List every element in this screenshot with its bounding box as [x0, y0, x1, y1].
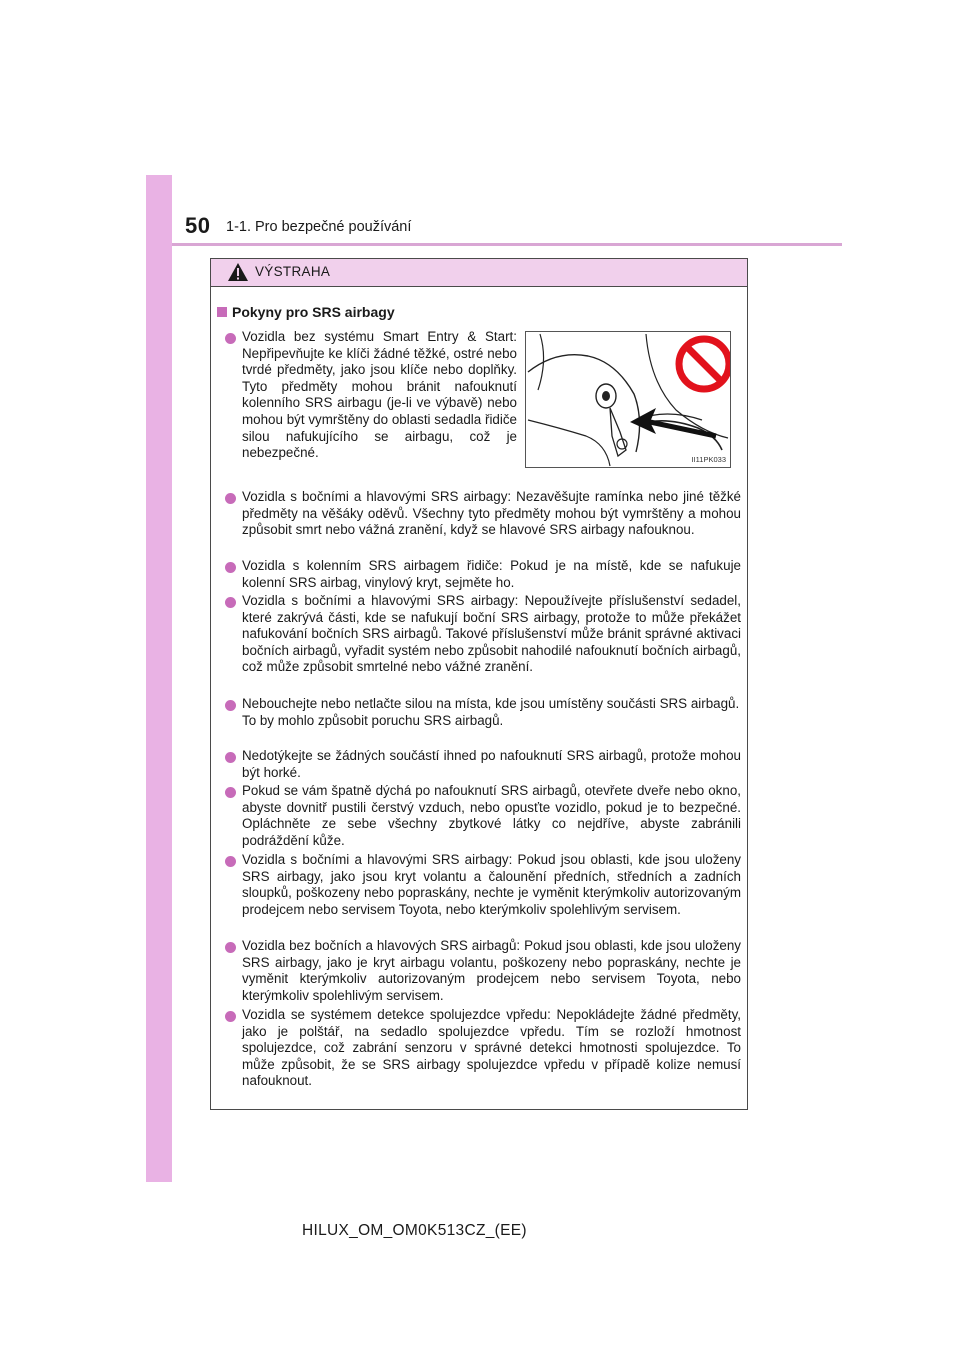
bullet-dot-icon	[225, 787, 236, 798]
warning-box	[210, 258, 748, 1110]
list-item: Nedotýkejte se žádných součástí ihned po nafouknutí SRS airbagů, protože mohou být horké.	[225, 748, 741, 781]
list-item: Nebouchejte nebo netlačte silou na místa, kde jsou umístěny součásti SRS airbagů. To by mohlo způsobit poruchu SRS airbagů.	[225, 696, 741, 729]
warning-content	[211, 287, 747, 1109]
list-item: Vozidla se systémem detekce spolujezdce vpředu: Nepokládejte žádné předměty, jako je polštář, na sedadlo spolujezdce vpředu. Tím se rozloží hmotnost spolujezdce, což zabrání senzoru v správné detekci hmotnosti spolujezdce. To může způsobit, že se SRS airbagy spolujezdce vpředu v případě kolize nemusí nafouknout.	[225, 1007, 741, 1090]
sidebar-band	[146, 175, 172, 1182]
list-item: Vozidla bez bočních a hlavových SRS airbagů: Pokud jsou oblasti, kde jsou uloženy SRS airbagy, jako je kryt airbagu volantu, poškozeny nebo popraskány, nechte je vyměnit kterýmkoliv autorizovaným prodejcem nebo servisem Toyota, nebo kterýmkoliv spolehlivým servisem.	[225, 938, 741, 1004]
square-bullet-icon	[217, 307, 227, 317]
illustration-code: II11PK033	[691, 455, 726, 464]
document-code: HILUX_OM_OM0K513CZ_(EE)	[302, 1222, 527, 1239]
list-item: Vozidla s kolenním SRS airbagem řidiče: Pokud je na místě, kde se nafukuje kolenní SRS airbag, vinylový kryt, sejměte ho.	[225, 558, 741, 591]
sub-heading-text: Pokyny pro SRS airbagy	[232, 304, 395, 320]
bullet-dot-icon	[225, 333, 236, 344]
list-item: Vozidla s bočními a hlavovými SRS airbagy: Pokud jsou oblasti, kde jsou uloženy SRS airbagy, jako jsou kryt volantu a čalounění předních, středních a zadních sloupků, poškozeny nebo popraskány, nechte je vyměnit kterýmkoliv autorizovaným prodejcem nebo servisem Toyota, nebo kterýmkoliv spolehlivým servisem.	[225, 852, 741, 918]
header-rule	[172, 243, 842, 246]
bullet-dot-icon	[225, 1011, 236, 1022]
bullet-dot-icon	[225, 752, 236, 763]
section-title: 1-1. Pro bezpečné používání	[226, 219, 412, 235]
list-item: Vozidla s bočními a hlavovými SRS airbagy: Nepoužívejte příslušenství sedadel, které zakrývá části, kde se nafukují boční SRS airbagy, protože to může překážet nafukování bočních SRS airbagů. Takové příslušenství může bránit správné aktivaci bočních airbagů, vyřadit systém nebo způsobit nahodilé nafouknutí bočních airbagů, což může způsobit smrtelné nebo vážné zranění.	[225, 593, 741, 676]
page-number: 50	[185, 213, 211, 238]
warning-label: VÝSTRAHA	[255, 264, 331, 279]
bullet-dot-icon	[225, 562, 236, 573]
sub-heading	[217, 304, 395, 320]
bullet-dot-icon	[225, 597, 236, 608]
illustration-drawing	[526, 332, 730, 467]
prohibition-icon	[679, 339, 729, 389]
key-warning-illustration	[525, 331, 731, 468]
list-item: Pokud se vám špatně dýchá po nafouknutí SRS airbagů, otevřete dveře nebo okno, abyste dovnitř pustili čerstvý vzduch, nebo opusťte vozidlo, pokud je to bezpečné. Opláchněte ze sebe všechny zbytkové látky co nejdříve, abyste zabránili podráždění kůže.	[225, 783, 741, 849]
warning-header	[211, 259, 747, 287]
list-item: Vozidla bez systému Smart Entry & Start: Nepřipevňujte ke klíči žádné těžké, ostré nebo tvrdé předměty, jako jsou klíče nebo doplňky. Tyto předměty mohou bránit nafouknutí kolenního SRS airbagu (je-li ve výbavě) nebo mohou být vymrštěny do oblasti sedadla řidiče silou nafukujícího se airbagu, což je nebezpečné.	[225, 329, 517, 462]
bullet-dot-icon	[225, 942, 236, 953]
bullet-dot-icon	[225, 856, 236, 867]
bullet-dot-icon	[225, 493, 236, 504]
list-item: Vozidla s bočními a hlavovými SRS airbagy: Nezavěšujte ramínka nebo jiné těžké předměty na věšáky oděvů. Všechny tyto předměty mohou být vymrštěny a mohou způsobit smrt nebo vážná zranění, když se hlavové SRS airbagy nafouknou.	[225, 489, 741, 539]
bullet-dot-icon	[225, 700, 236, 711]
warning-triangle-icon	[227, 262, 249, 282]
